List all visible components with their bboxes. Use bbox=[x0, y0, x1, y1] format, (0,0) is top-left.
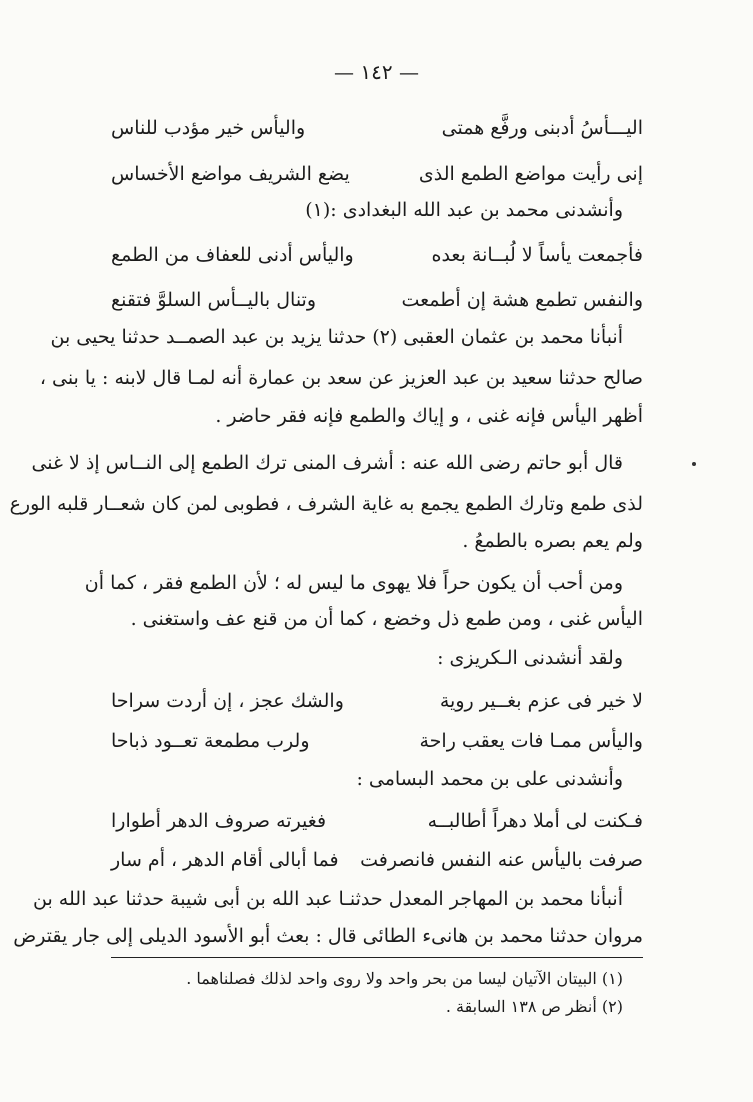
verse-hemistich-second: واليأس أدنى للعفاف من الطمع bbox=[111, 244, 354, 266]
verse-line bbox=[111, 726, 643, 756]
verse-hemistich-first: إنى رأيت مواضع الطمع الذى bbox=[418, 163, 643, 185]
verse-hemistich-first: فـكنت لى أملا دهراً أطالبــه bbox=[427, 810, 643, 832]
verse-hemistich-second: فغيرته صروف الدهر أطوارا bbox=[111, 810, 327, 832]
verse-hemistich-first: فأجمعت يأساً لا لُبــانة بعده bbox=[431, 244, 643, 266]
text-line: أنبأنا محمد بن المهاجر المعدل حدثنـا عبد الله بن أبى شيبة حدثنا عبد الله بن bbox=[33, 888, 623, 910]
verse-hemistich-second: فما أبالى أقام الدهر ، أم سار bbox=[111, 849, 339, 871]
verse-hemistich-first: والنفس تطمع هشة إن أطمعت bbox=[401, 289, 643, 311]
text-line: ومن أحب أن يكون حراً فلا يهوى ما ليس له ؛ لأن الطمع فقر ، كما أن bbox=[84, 572, 623, 594]
text-line: وأنشدنى محمد بن عبد الله البغدادى :(١) bbox=[305, 199, 623, 221]
verse-line bbox=[111, 285, 643, 315]
verse-hemistich-first: واليأس ممـا فات يعقب راحة bbox=[419, 730, 643, 752]
verse-line bbox=[111, 806, 643, 836]
footnote: (٢) أنظر ص ١٣٨ السابقة . bbox=[445, 997, 623, 1016]
verse-hemistich-second: يضع الشريف مواضع الأخساس bbox=[111, 163, 350, 185]
text-line: ولم يعم بصره بالطمعُ . bbox=[462, 530, 643, 552]
footnote: (١) البيتان الآتيان ليسا من بحر واحد ولا روى واحد لذلك فصلناهما . bbox=[186, 969, 623, 988]
verse-hemistich-first: صرفت باليأس عنه النفس فانصرفت bbox=[360, 849, 643, 871]
verse-hemistich-second: وتنال باليــأس السلوَّ فتقنع bbox=[111, 289, 317, 311]
verse-line bbox=[111, 240, 643, 270]
text-line: لذى طمع وتارك الطمع يجمع به غاية الشرف ، فطوبى لمن كان شعــار قلبه الورع bbox=[9, 493, 643, 515]
text-line: قال أبو حاتم رضى الله عنه : أشرف المنى ترك الطمع إلى النــاس إذ لا غنى bbox=[31, 452, 623, 474]
text-line: مروان حدثنا محمد بن هانىء الطائى قال : بعث أبو الأسود الديلى إلى جار يقترض bbox=[13, 925, 643, 947]
text-line: أنبأنا محمد بن عثمان العقبى (٢) حدثنا يزيد بن عبد الصمــد حدثنا يحيى بن bbox=[50, 326, 623, 348]
text-line: ولقد أنشدنى الـكريزى : bbox=[437, 647, 623, 669]
verse-line bbox=[111, 159, 643, 189]
text-line: أظهر اليأس فإنه غنى ، و إياك والطمع فإنه فقر حاضر . bbox=[215, 405, 643, 427]
text-line: صالح حدثنا سعيد بن عبد العزيز عن سعد بن عمارة أنه لمـا قال لابنه : يا بنى ، bbox=[39, 367, 643, 389]
text-line: اليأس غنى ، ومن طمع ذل وخضع ، كما أن من قنع عف واستغنى . bbox=[130, 608, 643, 630]
verse-hemistich-second: واليأس خير مؤدب للناس bbox=[111, 117, 306, 139]
verse-hemistich-second: ولرب مطمعة تعــود ذباحا bbox=[111, 730, 310, 752]
verse-hemistich-first: لا خير فى عزم بغــير روية bbox=[439, 690, 643, 712]
verse-hemistich-second: والشك عجز ، إن أردت سراحا bbox=[111, 690, 344, 712]
verse-hemistich-first: اليـــأسُ أدبنى ورفَّع همتى bbox=[441, 117, 643, 139]
print-speck bbox=[692, 462, 696, 466]
text-line: وأنشدنى على بن محمد البسامى : bbox=[356, 768, 623, 790]
footnote-divider bbox=[111, 957, 643, 958]
page-number: — ١٤٢ — bbox=[334, 60, 419, 84]
verse-line bbox=[111, 686, 643, 716]
verse-line bbox=[111, 845, 643, 875]
verse-line bbox=[111, 113, 643, 143]
